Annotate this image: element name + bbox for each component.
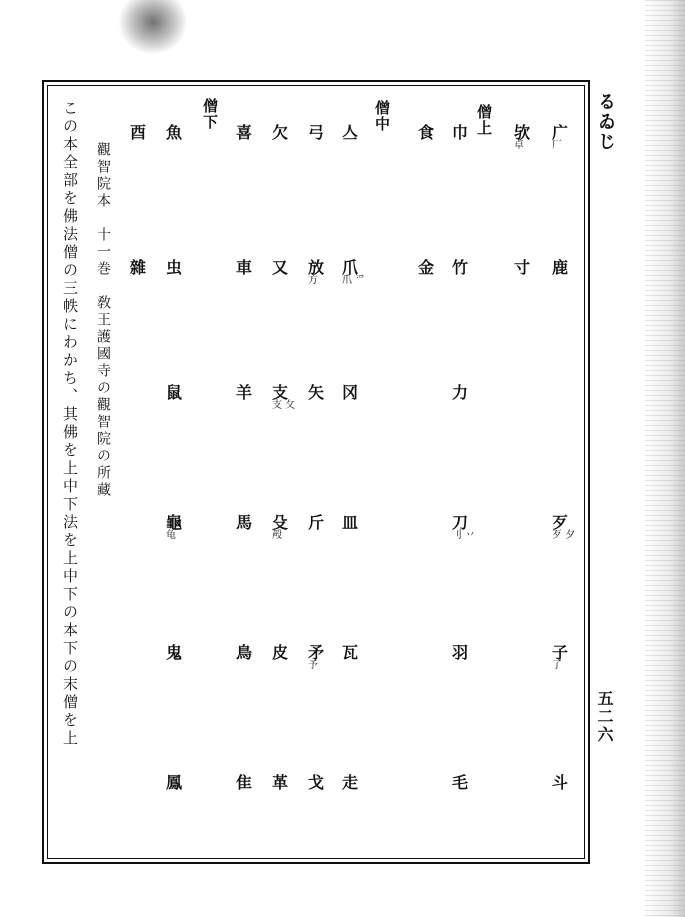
cell-character: 車: [236, 258, 253, 277]
table-cell: [272, 515, 288, 541]
cell-variant-form: 予: [308, 660, 318, 671]
cell-character: 皮: [272, 643, 289, 662]
cell-variant-form: 爪 爫: [342, 275, 366, 286]
table-cell: [514, 125, 530, 151]
table-cell: [342, 385, 358, 401]
table-cell: [308, 260, 324, 286]
table-cell: [452, 775, 468, 791]
cell-character: 龜: [166, 513, 183, 532]
table-cell: [272, 125, 288, 141]
cell-variant-form: 歹 夕: [552, 530, 576, 541]
cell-character: 食: [418, 123, 435, 142]
table-cell: [342, 260, 365, 286]
cell-character: 冈: [342, 383, 359, 402]
page-edge-scan-noise: [645, 0, 685, 917]
cell-character: 力: [452, 383, 469, 402]
cell-character: 广: [552, 123, 569, 142]
cell-character: 皿: [342, 513, 359, 532]
table-cell: [130, 125, 146, 141]
cell-character: 隹: [236, 773, 253, 792]
cell-character: 雜: [130, 258, 147, 277]
cell-character: 羊: [236, 383, 253, 402]
table-cell: [236, 515, 252, 531]
cell-character: 革: [272, 773, 289, 792]
table-cell: [130, 260, 146, 276]
group-label-upper: 僧上: [475, 104, 493, 136]
cell-character: 竹: [452, 258, 469, 277]
cell-character: 瓦: [342, 643, 359, 662]
inner-frame: [47, 85, 585, 859]
table-cell: [452, 125, 468, 141]
cell-character: 羽: [452, 643, 469, 662]
cell-variant-form: 卓: [514, 140, 524, 151]
cell-character: 鹿: [552, 258, 569, 277]
table-cell: [452, 260, 468, 276]
table-cell: [308, 385, 324, 401]
cell-variant-form: 了: [552, 660, 562, 671]
table-cell: [236, 385, 252, 401]
cell-character: 虫: [166, 258, 183, 277]
group-label-middle: 僧中: [373, 100, 391, 132]
cell-character: 寸: [514, 258, 531, 277]
cell-character: 戈: [308, 773, 325, 792]
table-cell: [236, 260, 252, 276]
table-cell: [308, 515, 324, 531]
table-cell: [418, 125, 434, 141]
cell-variant-form: 刂 丷: [452, 530, 476, 541]
cell-character: 矢: [308, 383, 325, 402]
cell-character: 欠: [272, 123, 289, 142]
cell-character: 爪: [342, 258, 359, 277]
table-cell: [236, 775, 252, 791]
cell-character: 走: [342, 773, 359, 792]
cell-character: 酉: [130, 123, 147, 142]
cell-character: 支: [272, 383, 289, 402]
table-cell: [342, 515, 358, 531]
cell-character: 毛: [452, 773, 469, 792]
cell-character: 魚: [166, 123, 183, 142]
cell-variant-form: 厂: [552, 140, 562, 151]
ink-smudge: [118, 0, 188, 55]
table-cell: [236, 645, 252, 661]
table-cell: [552, 125, 568, 151]
table-cell: [166, 645, 182, 661]
note-line-2: この本全部を佛法僧の三帙にわかち、其佛を上中下法を上中下の本下の末僧を上: [61, 100, 79, 748]
page-title: るゐじ: [595, 92, 616, 152]
cell-character: 弓: [308, 123, 325, 142]
table-cell: [552, 645, 568, 671]
cell-character: 喜: [236, 123, 253, 142]
cell-character: 矛: [308, 643, 325, 662]
cell-character: 金: [418, 258, 435, 277]
table-cell: [308, 645, 324, 671]
cell-character: 鼠: [166, 383, 183, 402]
cell-character: 放: [308, 258, 325, 277]
table-cell: [552, 515, 575, 541]
table-cell: [272, 775, 288, 791]
table-cell: [272, 645, 288, 661]
table-cell: [452, 385, 468, 401]
cell-character: 巾: [452, 123, 469, 142]
table-cell: [272, 260, 288, 276]
cell-character: 鳥: [236, 643, 253, 662]
table-cell: [552, 260, 568, 276]
table-cell: [166, 775, 182, 791]
cell-character: 又: [272, 258, 289, 277]
cell-variant-form: 方: [308, 275, 318, 286]
table-cell: [166, 385, 182, 401]
note-line-1: 觀智院本 十一巻 敎王護國寺の觀智院の所藏: [95, 142, 111, 499]
table-cell: [342, 125, 358, 141]
table-cell: [308, 775, 324, 791]
table-cell: [514, 260, 530, 276]
cell-character: 殳: [272, 513, 289, 532]
cell-character: 斤: [308, 513, 325, 532]
cell-character: 鬼: [166, 643, 183, 662]
cell-variant-form: 支 攵: [272, 400, 296, 411]
table-cell: [166, 515, 182, 541]
table-cell: [342, 775, 358, 791]
table-cell: [166, 260, 182, 276]
table-cell: [552, 775, 568, 791]
cell-variant-form: 殸: [272, 530, 282, 541]
cell-character: 歹: [552, 513, 569, 532]
cell-character: 刀: [452, 513, 469, 532]
table-cell: [452, 515, 475, 541]
table-cell: [166, 125, 182, 141]
table-cell: [236, 125, 252, 141]
cell-variant-form: 龟: [166, 530, 176, 541]
cell-character: 子: [552, 643, 569, 662]
cell-character: 斗: [552, 773, 569, 792]
page-number: 五二六: [595, 690, 614, 744]
table-cell: [418, 260, 434, 276]
cell-character: 欤: [514, 123, 531, 142]
table-cell: [452, 645, 468, 661]
cell-character: 鳳: [166, 773, 183, 792]
group-label-lower: 僧下: [201, 98, 219, 130]
table-cell: [308, 125, 324, 141]
cell-character: 馬: [236, 513, 253, 532]
cell-character: 亼: [342, 123, 359, 142]
table-cell: [272, 385, 295, 411]
table-cell: [342, 645, 358, 661]
